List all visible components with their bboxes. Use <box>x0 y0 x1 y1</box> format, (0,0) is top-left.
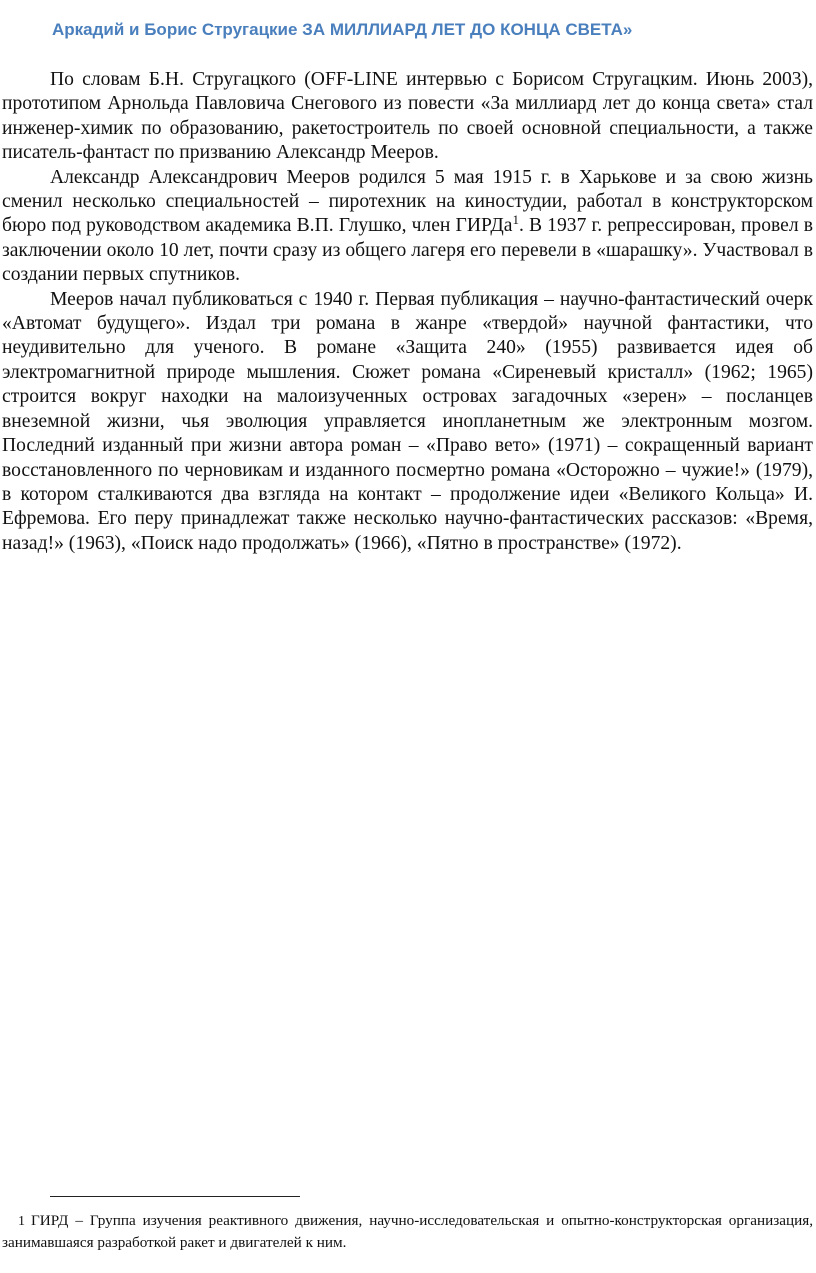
footnote-mark: 1 <box>18 1214 25 1229</box>
paragraph-2 <box>2 166 813 288</box>
footnote-separator <box>50 1196 300 1197</box>
footnote-reference[interactable]: 1 <box>512 212 519 228</box>
footnote-text: ГИРД – Группа изучения реактивного движения, научно-исследовательская и опытно-конструкторская организация, занимавшаяся разработкой ракет и двигателей к ним. <box>2 1212 813 1251</box>
paragraph-1: По словам Б.Н. Стругацкого (OFF-LINE интервью с Борисом Стругацким. Июнь 2003), прототипом Арнольда Павловича Снегового из повести «За миллиард лет до конца света» стал инженер-химик по образованию, ракетостроитель по своей основной специальности, а также писатель-фантаст по призванию Александр Мееров. <box>2 69 813 164</box>
document-title: Аркадий и Борис Стругацкие ЗА МИЛЛИАРД ЛЕТ ДО КОНЦА СВЕТА» <box>52 20 633 39</box>
paragraph-2-text-after-note: . В 1937 г. репрессирован, провел в заключении около 10 лет, почти сразу из общего лагеря его перевели в «шарашку». Участвовал в создании первых спутников. <box>2 215 813 286</box>
paragraph-2-text-before-note: Александр Александрович Мееров родился 5 мая 1915 г. в Харькове и за свою жизнь сменил несколько специальностей – пиротехник на киностудии, работал в конструкторском бюро под руководством академика В.П. Глушко, член ГИРДа <box>2 166 813 237</box>
document-body <box>2 68 813 556</box>
footnote <box>2 1210 813 1253</box>
paragraph-3: Мееров начал публиковаться с 1940 г. Первая публикация – научно-фантастический очерк «Автомат будущего». Издал три романа в жанре «твердой» научной фантастики, что неудивительно для ученого. В романе «Защита 240» (1955) развивается идея об электромагнитной природе мышления. Сюжет романа «Сиреневый кристалл» (1962; 1965) строится вокруг находки на малоизученных островах загадочных «зерен» – посланцев внеземной жизни, чья эволюция управляется инопланетным же электронным мозгом. Последний изданный при жизни автора роман – «Право вето» (1971) – сокращенный вариант восстановленного по черновикам и изданного посмертно романа «Осторожно – чужие!» (1979), в котором сталкиваются два взгляда на контакт – продолжение идеи «Великого Кольца» И. Ефремова. Его перу принадлежат также несколько научно-фантастических рассказов: «Время, назад!» (1963), «Поиск надо продолжать» (1966), «Пятно в пространстве» (1972). <box>2 288 813 554</box>
